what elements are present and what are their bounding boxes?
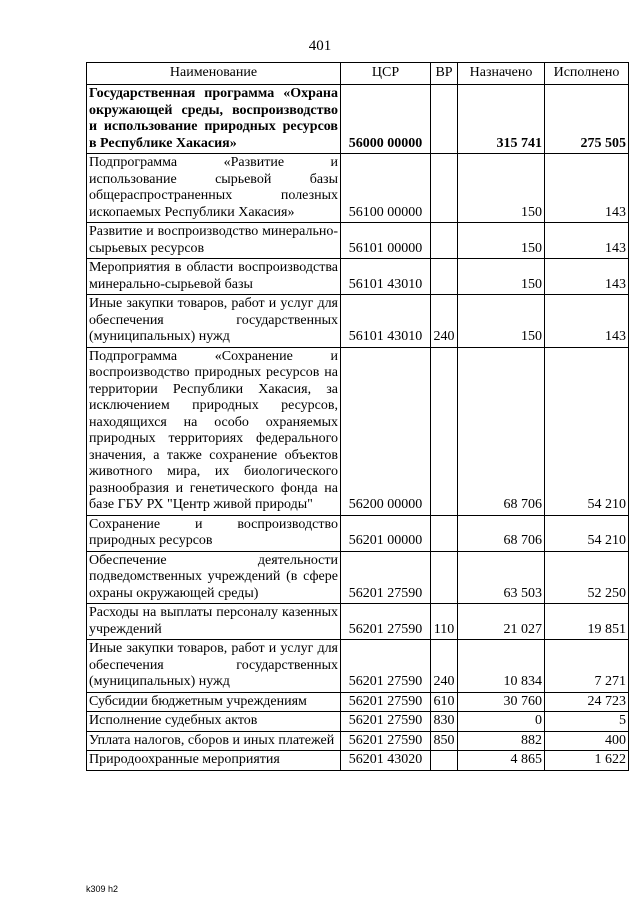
row-executed: 143: [545, 154, 629, 223]
row-name: Обеспечение деятельности подведомственных учреждений (в сфере охраны окружающей среды): [87, 551, 341, 604]
row-executed: 143: [545, 295, 629, 348]
table-row: [87, 85, 629, 154]
row-vr: 240: [431, 640, 458, 693]
header-assigned: Назначено: [458, 63, 545, 85]
row-assigned: 150: [458, 154, 545, 223]
row-assigned: 150: [458, 259, 545, 295]
table-row: [87, 551, 629, 604]
row-assigned: 68 706: [458, 515, 545, 551]
table-row: [87, 223, 629, 259]
row-executed: 143: [545, 223, 629, 259]
header-csr: ЦСР: [341, 63, 431, 85]
row-executed: 275 505: [545, 85, 629, 154]
row-csr: 56201 00000: [341, 515, 431, 551]
row-assigned: 315 741: [458, 85, 545, 154]
budget-table: [86, 62, 629, 771]
row-assigned: 150: [458, 295, 545, 348]
table-body: [87, 85, 629, 771]
row-executed: 24 723: [545, 692, 629, 712]
table-row: [87, 604, 629, 640]
table-row: [87, 154, 629, 223]
row-name: Субсидии бюджетным учреждениям: [87, 692, 341, 712]
table-row: [87, 347, 629, 515]
row-name: Расходы на выплаты персоналу казенных учреждений: [87, 604, 341, 640]
row-assigned: 30 760: [458, 692, 545, 712]
row-name: Природоохранные мероприятия: [87, 751, 341, 771]
row-csr: 56201 27590: [341, 604, 431, 640]
row-vr: [431, 223, 458, 259]
row-executed: 1 622: [545, 751, 629, 771]
row-executed: 54 210: [545, 515, 629, 551]
table-row: [87, 515, 629, 551]
row-name: Подпрограмма «Сохранение и воспроизводство природных ресурсов на территории Республики Хакасия, за исключением природных ресурсов, находящихся на особо охраняемых природных территориях федерального значения, а также сохранение объектов животного мира, их биологического разнообразия и генетического фонда на базе ГБУ РХ "Центр живой природы": [87, 347, 341, 515]
row-csr: 56201 27590: [341, 692, 431, 712]
row-csr: 56101 00000: [341, 223, 431, 259]
header-name: Наименование: [87, 63, 341, 85]
table-row: [87, 692, 629, 712]
row-csr: 56101 43010: [341, 259, 431, 295]
row-csr: 56201 27590: [341, 712, 431, 732]
row-executed: 52 250: [545, 551, 629, 604]
row-vr: 110: [431, 604, 458, 640]
row-vr: 610: [431, 692, 458, 712]
row-name: Мероприятия в области воспроизводства минерально-сырьевой базы: [87, 259, 341, 295]
table-row: [87, 731, 629, 751]
page-number: 401: [308, 38, 332, 54]
row-name: Государственная программа «Охрана окружающей среды, воспроизводство и использование природных ресурсов в Республике Хакасия»: [87, 85, 341, 154]
table-header-row: [87, 63, 629, 85]
row-vr: [431, 85, 458, 154]
row-assigned: 150: [458, 223, 545, 259]
header-vr: ВР: [431, 63, 458, 85]
row-name: Исполнение судебных актов: [87, 712, 341, 732]
row-executed: 7 271: [545, 640, 629, 693]
row-executed: 400: [545, 731, 629, 751]
table-row: [87, 295, 629, 348]
row-vr: [431, 551, 458, 604]
row-vr: [431, 751, 458, 771]
row-csr: 56101 43010: [341, 295, 431, 348]
header-executed: Исполнено: [545, 63, 629, 85]
row-csr: 56201 27590: [341, 640, 431, 693]
row-name: Иные закупки товаров, работ и услуг для обеспечения государственных (муниципальных) нужд: [87, 295, 341, 348]
row-vr: [431, 515, 458, 551]
row-executed: 143: [545, 259, 629, 295]
row-assigned: 21 027: [458, 604, 545, 640]
row-assigned: 10 834: [458, 640, 545, 693]
row-name: Иные закупки товаров, работ и услуг для обеспечения государственных (муниципальных) нужд: [87, 640, 341, 693]
row-assigned: 882: [458, 731, 545, 751]
row-executed: 19 851: [545, 604, 629, 640]
row-csr: 56000 00000: [341, 85, 431, 154]
row-name: Развитие и воспроизводство минерально-сырьевых ресурсов: [87, 223, 341, 259]
table-row: [87, 712, 629, 732]
row-name: Подпрограмма «Развитие и использование сырьевой базы общераспространенных полезных ископаемых Республики Хакасия»: [87, 154, 341, 223]
row-assigned: 4 865: [458, 751, 545, 771]
row-vr: 240: [431, 295, 458, 348]
row-executed: 5: [545, 712, 629, 732]
table-row: [87, 751, 629, 771]
row-name: Уплата налогов, сборов и иных платежей: [87, 731, 341, 751]
table-row: [87, 640, 629, 693]
row-csr: 56201 27590: [341, 731, 431, 751]
row-vr: [431, 259, 458, 295]
row-assigned: 0: [458, 712, 545, 732]
table-row: [87, 259, 629, 295]
row-csr: 56100 00000: [341, 154, 431, 223]
row-executed: 54 210: [545, 347, 629, 515]
row-csr: 56201 27590: [341, 551, 431, 604]
row-vr: 850: [431, 731, 458, 751]
row-assigned: 68 706: [458, 347, 545, 515]
row-vr: [431, 154, 458, 223]
row-assigned: 63 503: [458, 551, 545, 604]
row-vr: [431, 347, 458, 515]
row-name: Сохранение и воспроизводство природных ресурсов: [87, 515, 341, 551]
row-csr: 56200 00000: [341, 347, 431, 515]
row-csr: 56201 43020: [341, 751, 431, 771]
footer-code: k309 h2: [86, 884, 119, 894]
row-vr: 830: [431, 712, 458, 732]
